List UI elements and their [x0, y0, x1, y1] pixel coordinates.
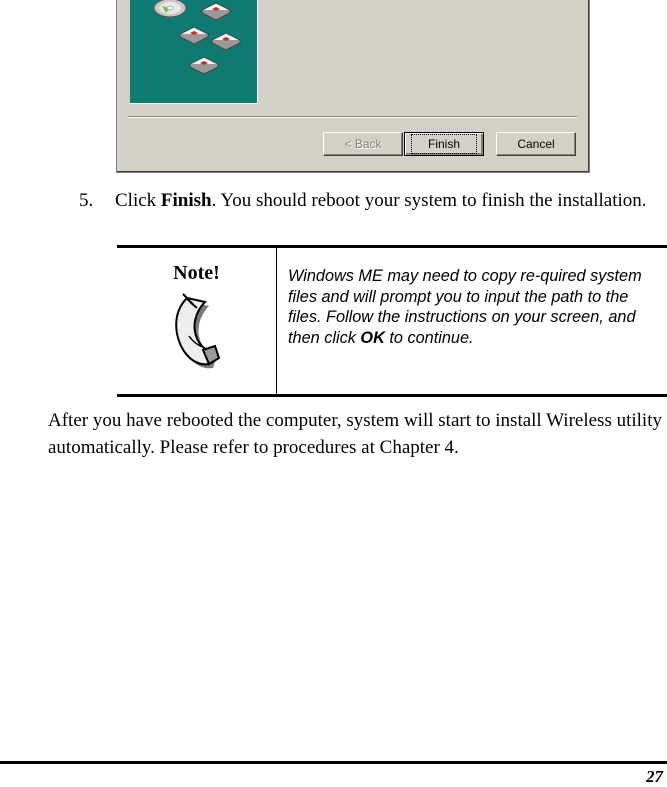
finish-button[interactable]: [404, 132, 484, 156]
step-bold-word: Finish: [160, 190, 212, 211]
note-text: [288, 266, 660, 348]
step-number: 5.: [79, 190, 94, 211]
disk-icon-4: [190, 57, 218, 74]
dialog-separator: [128, 116, 577, 118]
wizard-side-panel: [130, 0, 258, 104]
finish-button-label: Finish: [414, 137, 474, 151]
note-title: Note!: [173, 262, 220, 284]
writing-hand-icon: [169, 292, 221, 372]
step-prefix: Click: [115, 190, 161, 211]
disk-icon-1: [202, 3, 230, 20]
back-button[interactable]: [323, 132, 403, 156]
body-paragraph: After you have rebooted the computer, system will start to install Wireless utility automatically. Please refer to procedures at Chapter 4.: [48, 410, 662, 458]
note-divider: [276, 248, 277, 394]
setup-wizard-dialog: [116, 0, 590, 173]
step-suffix: . You should reboot your system to finish the installation.: [211, 190, 647, 211]
page-number: 27: [646, 767, 663, 786]
back-button-label: < Back: [344, 137, 382, 151]
note-box: [117, 245, 667, 397]
install-media-illustration: [130, 0, 258, 104]
footer-rule: [0, 761, 667, 764]
disk-icon-3: [212, 33, 240, 50]
step-text: [115, 188, 659, 213]
cd-disc-icon: [154, 0, 186, 17]
note-text-end: to continue.: [384, 328, 474, 347]
note-ok-word: OK: [360, 328, 385, 347]
note-text-main: Windows ME may need to copy re-quired system files and will prompt you to input the path to the files. Follow the instructions on your screen, and then click: [288, 267, 642, 347]
step-5: [79, 188, 659, 213]
cancel-button[interactable]: [496, 132, 576, 156]
cancel-button-label: Cancel: [517, 137, 555, 151]
disk-icon-2: [180, 27, 208, 44]
